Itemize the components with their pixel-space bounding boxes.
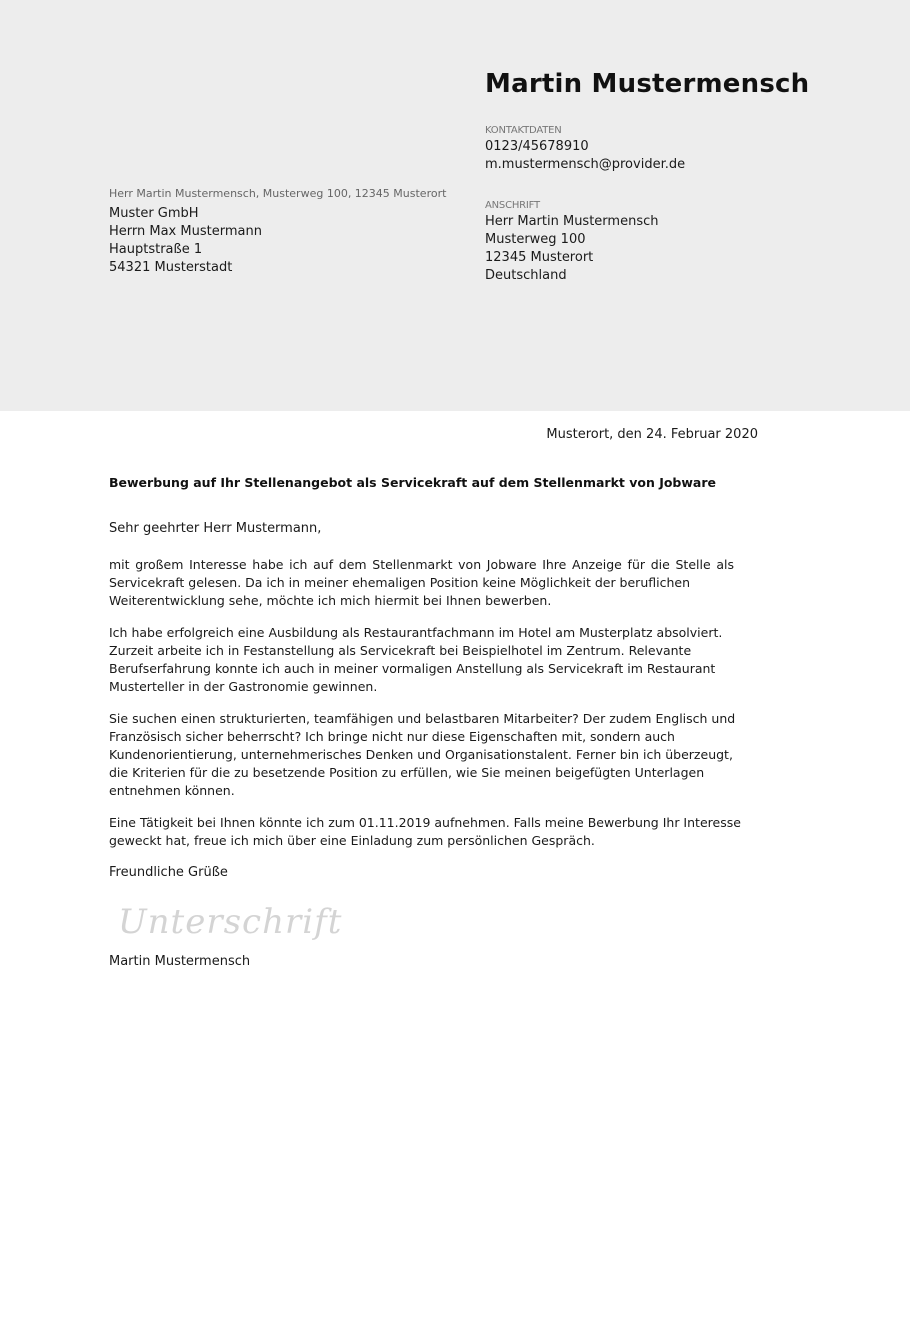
address-label: ANSCHRIFT bbox=[485, 200, 540, 211]
paragraph-line: Sie suchen einen strukturierten, teamfähigen und belastbaren Mitarbeiter? Der zudem Englisch und bbox=[109, 711, 736, 726]
paragraph-line: Berufserfahrung konnte ich auch in meiner vormaligen Anstellung als Servicekraft im Restaurant bbox=[109, 661, 716, 676]
address-line: Herr Martin Mustermensch bbox=[485, 214, 659, 229]
contact-phone: 0123/45678910 bbox=[485, 139, 589, 154]
salutation: Sehr geehrter Herr Mustermann, bbox=[109, 521, 322, 536]
recipient-line: Muster GmbH bbox=[109, 206, 199, 221]
paragraph-line: Musterteller in der Gastronomie gewinnen. bbox=[109, 679, 378, 694]
address-line: 12345 Musterort bbox=[485, 250, 594, 265]
address-line: Deutschland bbox=[485, 268, 567, 283]
contact-email: m.mustermensch@provider.de bbox=[485, 157, 686, 172]
body-paragraph bbox=[109, 710, 734, 800]
body-paragraph bbox=[109, 814, 741, 850]
paragraph-line: Kundenorientierung, unternehmerisches Denken und Organisationstalent. Ferner bin ich überzeugt, bbox=[109, 747, 733, 762]
paragraph-line: geweckt hat, freue ich mich über eine Einladung zum persönlichen Gespräch. bbox=[109, 833, 595, 848]
letter-date: Musterort, den 24. Februar 2020 bbox=[546, 427, 758, 442]
paragraph-line: die Kriterien für die zu besetzende Position zu erfüllen, wie Sie meinen beigefügten Unterlagen bbox=[109, 765, 705, 780]
contact-label: KONTAKTDATEN bbox=[485, 125, 562, 136]
signer-name: Martin Mustermensch bbox=[109, 954, 251, 969]
address-line: Musterweg 100 bbox=[485, 232, 586, 247]
closing-phrase: Freundliche Grüße bbox=[109, 865, 228, 880]
applicant-name: Martin Mustermensch bbox=[485, 69, 810, 99]
paragraph-line: Französisch sicher beherrscht? Ich bringe nicht nur diese Eigenschaften mit, sondern auch bbox=[109, 729, 675, 744]
signature-placeholder: Unterschrift bbox=[118, 902, 343, 942]
recipient-line: 54321 Musterstadt bbox=[109, 260, 233, 275]
paragraph-line: Zurzeit arbeite ich in Festanstellung als Servicekraft bei Beispielhotel im Zentrum. Relevante bbox=[109, 643, 692, 658]
recipient-line: Herrn Max Mustermann bbox=[109, 224, 262, 239]
paragraph-line: entnehmen können. bbox=[109, 783, 235, 798]
paragraph-line: Ich habe erfolgreich eine Ausbildung als Restaurantfachmann im Hotel am Musterplatz absolviert. bbox=[109, 625, 723, 640]
letter-subject: Bewerbung auf Ihr Stellenangebot als Servicekraft auf dem Stellenmarkt von Jobware bbox=[109, 475, 717, 490]
paragraph-line: Eine Tätigkeit bei Ihnen könnte ich zum 01.11.2019 aufnehmen. Falls meine Bewerbung Ihr Interesse bbox=[109, 815, 741, 830]
body-paragraph bbox=[109, 556, 734, 610]
sender-return-address: Herr Martin Mustermensch, Musterweg 100, 12345 Musterort bbox=[109, 187, 447, 200]
body-paragraph bbox=[109, 624, 734, 696]
recipient-line: Hauptstraße 1 bbox=[109, 242, 203, 257]
paragraph-line: Weiterentwicklung sehe, möchte ich mich hiermit bei Ihnen bewerben. bbox=[109, 593, 552, 608]
paragraph-line: mit großem Interesse habe ich auf dem Stellenmarkt von Jobware Ihre Anzeige für die Stelle als bbox=[109, 557, 734, 572]
paragraph-line: Servicekraft gelesen. Da ich in meiner ehemaligen Position keine Möglichkeit der beruflichen bbox=[109, 575, 690, 590]
